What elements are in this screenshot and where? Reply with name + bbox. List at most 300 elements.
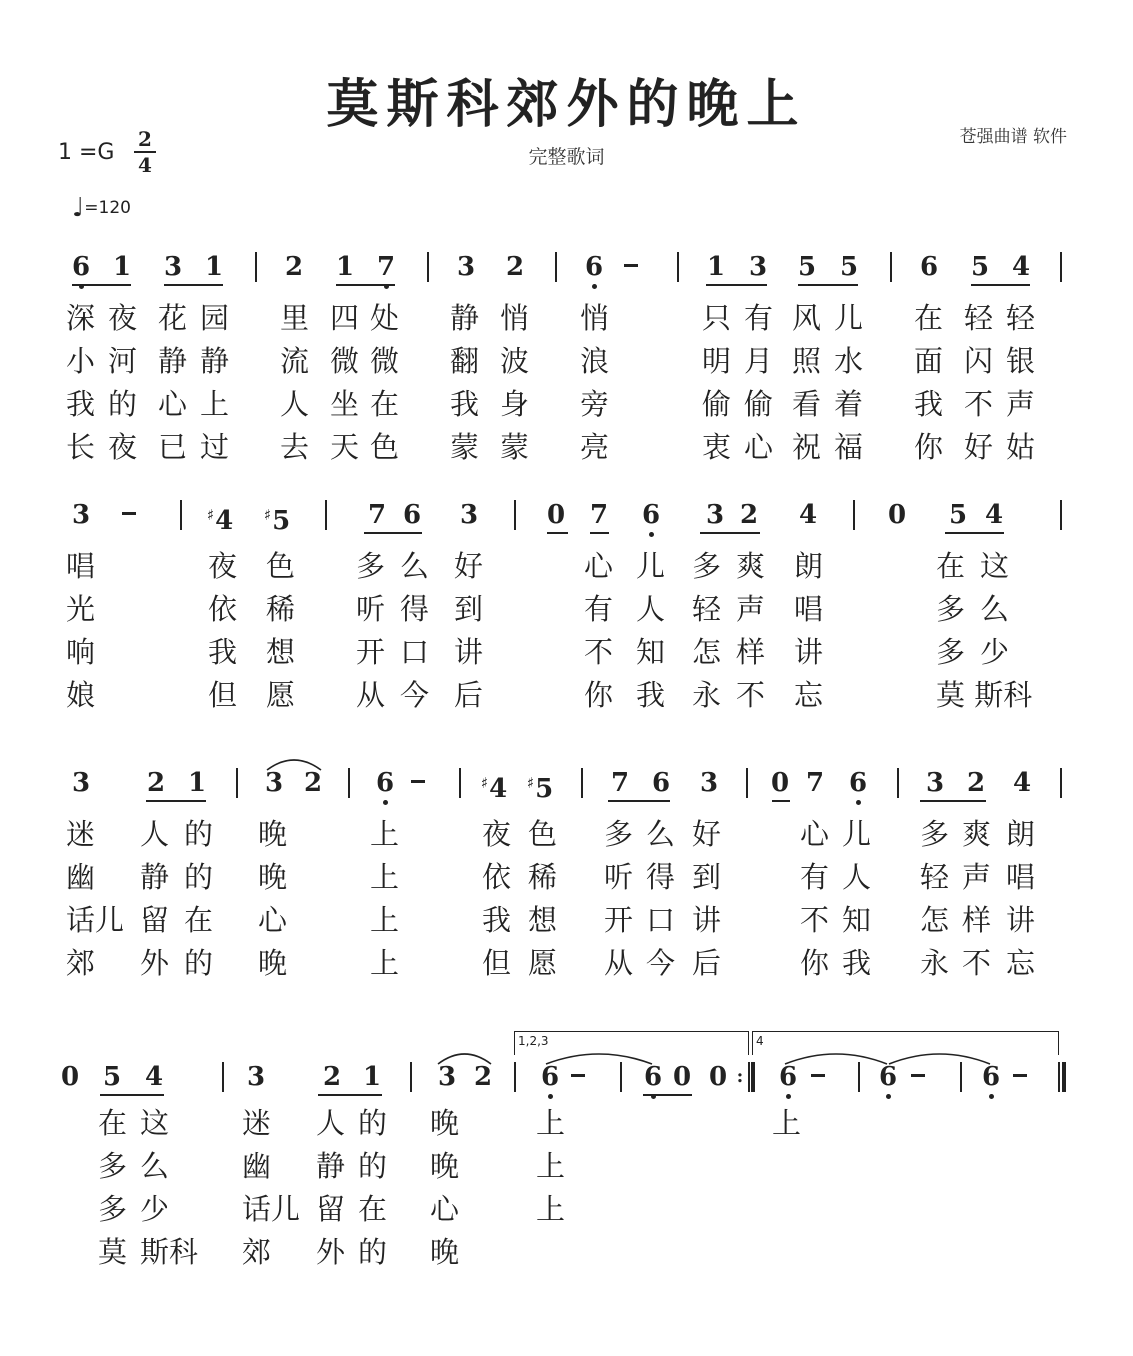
lyric-char: 留: [316, 1192, 346, 1226]
slur-arc: [784, 1048, 888, 1066]
lyric-char: 上: [772, 1106, 802, 1140]
slur-arc: [437, 1048, 492, 1066]
octave-dot-below: [649, 532, 654, 537]
lyric-char: 静: [316, 1149, 346, 1183]
lyric-char: 不: [800, 903, 830, 937]
lyric-char: 声: [736, 592, 766, 626]
lyric-char: 衷: [702, 430, 732, 464]
lyric-char: 明: [702, 344, 732, 378]
lyric-char: 我: [208, 635, 238, 669]
lyric-char: 讲: [692, 903, 722, 937]
lyric-char: 么: [980, 592, 1010, 626]
lyric-char: 爽: [736, 549, 766, 583]
time-signature-bottom: 4: [138, 153, 152, 177]
lyrics-subtitle: 完整歌词: [528, 146, 605, 168]
barline: [890, 252, 892, 282]
lyric-char: 娘: [66, 678, 96, 712]
barline: [180, 500, 182, 530]
lyric-char: 光: [66, 592, 96, 626]
barline: [459, 768, 461, 798]
barline: [677, 252, 679, 282]
beam: [945, 532, 1004, 534]
octave-dot-below: [548, 1094, 553, 1099]
lyric-char: 静: [200, 344, 230, 378]
lyric-char: 人: [140, 817, 170, 851]
lyric-char: 亮: [580, 430, 610, 464]
note: 3: [71, 500, 91, 530]
note: 4: [984, 500, 1004, 530]
lyric-char: 今: [400, 678, 430, 712]
lyric-char: 心: [158, 387, 188, 421]
note: 1: [204, 252, 224, 282]
lyric-char: 上: [370, 860, 400, 894]
lyric-char: 银: [1006, 344, 1036, 378]
lyric-char: 想: [266, 635, 296, 669]
final-barline-thick: [1062, 1062, 1066, 1092]
lyric-char: 心: [584, 549, 614, 583]
beam: [336, 284, 395, 286]
note: ♯4: [480, 774, 508, 804]
note: 5: [797, 252, 817, 282]
barline: [853, 500, 855, 530]
lyric-char: 处: [370, 301, 400, 335]
lyric-char: 天: [330, 430, 360, 464]
lyric-char: 偷: [702, 387, 732, 421]
lyric-char: 四: [330, 301, 360, 335]
lyric-char: 莫: [98, 1235, 128, 1269]
barline: [1060, 252, 1062, 282]
lyric-char: 依: [208, 592, 238, 626]
note: 0: [60, 1062, 80, 1092]
note: 3: [456, 252, 476, 282]
note: 7: [610, 768, 630, 798]
lyric-char: 人: [280, 387, 310, 421]
lyric-char: 轻: [692, 592, 722, 626]
note: 7: [371, 254, 401, 280]
lyric-char: 听: [604, 860, 634, 894]
lyric-char: 晚: [258, 946, 288, 980]
note: 0: [770, 768, 790, 798]
quarter-note-icon: ♩: [72, 193, 85, 223]
note: 5: [970, 252, 990, 282]
barline: [897, 768, 899, 798]
note: 3: [437, 1062, 457, 1092]
beam: [706, 284, 767, 286]
sharp-icon: ♯: [480, 774, 489, 792]
note: 3: [748, 252, 768, 282]
note: 6: [66, 254, 96, 280]
lyric-char: 忘: [1006, 946, 1036, 980]
beam: [971, 284, 1030, 286]
lyric-char: 在: [98, 1106, 128, 1140]
volta-bracket: [514, 1031, 515, 1055]
lyric-char: 不: [736, 678, 766, 712]
lyric-char: 河: [108, 344, 138, 378]
lyric-char: 你: [584, 678, 614, 712]
lyric-char: 不: [962, 946, 992, 980]
lyric-char: 色: [370, 430, 400, 464]
lyric-char: 偷: [744, 387, 774, 421]
lyric-char: 上: [370, 903, 400, 937]
lyric-char: 闪: [964, 344, 994, 378]
lyric-char: 园: [200, 301, 230, 335]
lyric-char: 儿: [842, 817, 872, 851]
lyric-char: 幽: [66, 860, 96, 894]
slur-arc: [545, 1048, 653, 1066]
lyric-char: 在: [914, 301, 944, 335]
tempo-value: =120: [84, 198, 131, 218]
note: 6: [535, 1064, 565, 1090]
volta-bracket: [514, 1031, 748, 1032]
barline: [514, 500, 516, 530]
note: 2: [473, 1062, 493, 1092]
note: 4: [1012, 768, 1032, 798]
lyric-char: 有: [584, 592, 614, 626]
lyric-char: 多: [936, 592, 966, 626]
lyric-char: 愿: [266, 678, 296, 712]
lyric-char: 的: [358, 1235, 388, 1269]
note: 5: [948, 500, 968, 530]
lyric-char: 风: [792, 301, 822, 335]
barline: [1060, 768, 1062, 798]
beam: [547, 532, 568, 534]
barline: [325, 500, 327, 530]
page-title: 莫斯科郊外的晚上: [326, 75, 807, 135]
note: 2: [966, 768, 986, 798]
lyric-char: 多: [356, 549, 386, 583]
lyric-char: 讲: [1006, 903, 1036, 937]
octave-dot-below: [592, 284, 597, 289]
note: 1: [362, 1062, 382, 1092]
rest-dash: [911, 1074, 925, 1077]
volta-bracket: [752, 1031, 753, 1055]
lyric-char: 从: [356, 678, 386, 712]
lyric-char: 么: [646, 817, 676, 851]
beam: [798, 284, 858, 286]
lyric-char: 流: [280, 344, 310, 378]
lyric-char: 身: [500, 387, 530, 421]
time-signature-top: 2: [138, 127, 152, 151]
lyric-char: 在: [184, 903, 214, 937]
lyric-char: 样: [962, 903, 992, 937]
lyric-char: 上: [536, 1192, 566, 1226]
note: 6: [638, 1064, 668, 1090]
lyric-char: 已: [158, 430, 188, 464]
lyric-char: 心: [800, 817, 830, 851]
barline: [858, 1062, 860, 1092]
lyric-char: 我: [450, 387, 480, 421]
beam: [920, 800, 986, 802]
lyric-char: 想: [528, 903, 558, 937]
lyric-char: 翻: [450, 344, 480, 378]
lyric-char: 静: [158, 344, 188, 378]
beam: [608, 800, 670, 802]
barline: [410, 1062, 412, 1092]
lyric-char: 晚: [430, 1149, 460, 1183]
lyric-char: 开: [356, 635, 386, 669]
lyric-char: 话儿: [66, 903, 125, 937]
lyric-char: 微: [370, 344, 400, 378]
lyric-char: 后: [692, 946, 722, 980]
beam: [164, 284, 223, 286]
lyric-char: 我: [842, 946, 872, 980]
volta-bracket: [1058, 1031, 1059, 1055]
lyric-char: 从: [604, 946, 634, 980]
sharp-icon: ♯: [526, 774, 535, 792]
lyric-char: 上: [536, 1149, 566, 1183]
sharp-icon: ♯: [206, 506, 215, 524]
lyric-char: 响: [66, 635, 96, 669]
lyric-char: 这: [980, 549, 1010, 583]
note: 3: [71, 768, 91, 798]
note: 3: [699, 768, 719, 798]
lyric-char: 唱: [66, 549, 96, 583]
final-barline: [1058, 1062, 1060, 1092]
lyric-char: 花: [158, 301, 188, 335]
rest-dash: [122, 512, 136, 515]
lyric-char: 永: [692, 678, 722, 712]
lyric-char: 怎: [920, 903, 950, 937]
lyric-char: 儿: [834, 301, 864, 335]
lyric-char: 的: [184, 860, 214, 894]
lyric-char: 上: [536, 1106, 566, 1140]
lyric-char: 长: [66, 430, 96, 464]
lyric-char: 不: [584, 635, 614, 669]
volta-first: 1,2,3: [518, 1034, 549, 1048]
lyric-char: 听: [356, 592, 386, 626]
lyric-char: 着: [834, 387, 864, 421]
lyric-char: 人: [316, 1106, 346, 1140]
beam: [590, 532, 609, 534]
note: 2: [146, 768, 166, 798]
note: 0: [887, 500, 907, 530]
lyric-char: 迷: [242, 1106, 272, 1140]
note: 2: [322, 1062, 342, 1092]
lyric-char: 外: [140, 946, 170, 980]
lyric-char: 静: [450, 301, 480, 335]
note: 0: [546, 500, 566, 530]
lyric-char: 么: [140, 1149, 170, 1183]
note: 2: [284, 252, 304, 282]
lyric-char: 轻: [964, 301, 994, 335]
lyric-char: 看: [792, 387, 822, 421]
barline: [236, 768, 238, 798]
lyric-char: 微: [330, 344, 360, 378]
lyric-char: 我: [636, 678, 666, 712]
note: ♯4: [206, 506, 234, 536]
lyric-char: 多: [936, 635, 966, 669]
lyric-char: 心: [258, 903, 288, 937]
rest-dash: [624, 264, 638, 267]
lyric-char: 唱: [794, 592, 824, 626]
lyric-char: 悄: [500, 301, 530, 335]
lyric-char: 好: [692, 817, 722, 851]
lyric-char: 晚: [430, 1106, 460, 1140]
lyric-char: 唱: [1006, 860, 1036, 894]
lyric-char: 朗: [1006, 817, 1036, 851]
note: 2: [505, 252, 525, 282]
rest-dash: [411, 780, 425, 783]
note: 2: [739, 500, 759, 530]
lyric-char: 夜: [208, 549, 238, 583]
lyric-char: 人: [842, 860, 872, 894]
key-signature: 1 =G: [58, 140, 115, 165]
lyric-char: 爽: [962, 817, 992, 851]
lyric-char: 的: [358, 1106, 388, 1140]
note: 3: [705, 500, 725, 530]
barline: [960, 1062, 962, 1092]
note: 6: [636, 502, 666, 528]
lyric-char: 话儿: [242, 1192, 301, 1226]
note: 6: [402, 500, 422, 530]
lyric-char: 但: [208, 678, 238, 712]
time-signature: [134, 128, 156, 176]
lyric-char: 愿: [528, 946, 558, 980]
lyric-char: 小: [66, 344, 96, 378]
note: 7: [367, 500, 387, 530]
lyric-char: 色: [266, 549, 296, 583]
barline: [348, 768, 350, 798]
note: 5: [839, 252, 859, 282]
lyric-char: 怎: [692, 635, 722, 669]
lyric-char: 讲: [454, 635, 484, 669]
lyric-char: 依: [482, 860, 512, 894]
lyric-char: 有: [800, 860, 830, 894]
note: 3: [246, 1062, 266, 1092]
note: ♯5: [263, 506, 291, 536]
lyric-char: 少: [140, 1192, 170, 1226]
note: 4: [1011, 252, 1031, 282]
lyric-char: 水: [834, 344, 864, 378]
beam: [146, 800, 206, 802]
lyric-char: 人: [636, 592, 666, 626]
lyric-char: 姑: [1006, 430, 1036, 464]
lyric-char: 的: [108, 387, 138, 421]
lyric-char: 在: [358, 1192, 388, 1226]
lyric-char: 朗: [794, 549, 824, 583]
octave-dot-below: [989, 1094, 994, 1099]
lyric-char: 波: [500, 344, 530, 378]
lyric-char: 多: [692, 549, 722, 583]
note: 1: [112, 252, 132, 282]
lyric-char: 多: [604, 817, 634, 851]
lyric-char: 样: [736, 635, 766, 669]
note: 3: [925, 768, 945, 798]
beam: [700, 532, 760, 534]
lyric-char: 心: [744, 430, 774, 464]
note: 2: [303, 768, 323, 798]
sharp-icon: ♯: [263, 506, 272, 524]
note: 7: [589, 500, 609, 530]
lyric-char: 我: [66, 387, 96, 421]
barline: [1060, 500, 1062, 530]
lyric-char: 的: [184, 946, 214, 980]
slur-arc: [266, 754, 322, 772]
lyric-char: 知: [636, 635, 666, 669]
note: 4: [144, 1062, 164, 1092]
note: 0: [708, 1062, 728, 1092]
beam: [364, 532, 422, 534]
slur-arc: [888, 1048, 991, 1066]
lyric-char: 留: [140, 903, 170, 937]
rest-dash: [1013, 1074, 1027, 1077]
note: 0: [672, 1062, 692, 1092]
lyric-char: 后: [454, 678, 484, 712]
barline: [427, 252, 429, 282]
lyric-char: 福: [834, 430, 864, 464]
lyric-char: 有: [744, 301, 774, 335]
note: 6: [651, 768, 671, 798]
beam: [772, 800, 790, 802]
lyric-char: 上: [370, 817, 400, 851]
lyric-char: 郊: [242, 1235, 272, 1269]
repeat-dots: :: [736, 1066, 744, 1087]
note: 1: [706, 252, 726, 282]
volta-bracket: [752, 1031, 1058, 1032]
lyric-char: 我: [914, 387, 944, 421]
lyric-char: 郊: [66, 946, 96, 980]
lyric-char: 轻: [1006, 301, 1036, 335]
note: 1: [335, 252, 355, 282]
lyric-char: 上: [200, 387, 230, 421]
lyric-char: 开: [604, 903, 634, 937]
lyric-char: 蒙: [450, 430, 480, 464]
lyric-char: 永: [920, 946, 950, 980]
lyric-char: 到: [692, 860, 722, 894]
lyric-char: 知: [842, 903, 872, 937]
barline: [746, 768, 748, 798]
lyric-char: 你: [800, 946, 830, 980]
lyric-char: 儿: [636, 549, 666, 583]
beam: [100, 1094, 164, 1096]
lyric-char: 到: [454, 592, 484, 626]
lyric-char: 只: [702, 301, 732, 335]
software-credit: 苍强曲谱 软件: [959, 127, 1067, 147]
lyric-char: 坐: [330, 387, 360, 421]
lyric-char: 稀: [266, 592, 296, 626]
note: 6: [370, 770, 400, 796]
note: 6: [773, 1064, 803, 1090]
lyric-char: 声: [1006, 387, 1036, 421]
lyric-char: 讲: [794, 635, 824, 669]
rest-dash: [811, 1074, 825, 1077]
lyric-char: 忘: [794, 678, 824, 712]
lyric-char: 在: [370, 387, 400, 421]
lyric-char: 晚: [258, 817, 288, 851]
note: 6: [919, 252, 939, 282]
lyric-char: 莫 斯科: [936, 678, 1033, 712]
lyric-char: 祝: [792, 430, 822, 464]
lyric-char: 照: [792, 344, 822, 378]
lyric-char: 多: [98, 1149, 128, 1183]
lyric-char: 声: [962, 860, 992, 894]
lyric-char: 浪: [580, 344, 610, 378]
lyric-char: 你: [914, 430, 944, 464]
volta-second: 4: [756, 1034, 764, 1048]
barline: [514, 1062, 516, 1092]
beam: [643, 1094, 692, 1096]
note: 6: [976, 1064, 1006, 1090]
lyric-char: 今: [646, 946, 676, 980]
rest-dash: [571, 1074, 585, 1077]
note: 4: [798, 500, 818, 530]
note: 1: [187, 768, 207, 798]
lyric-char: 色: [528, 817, 558, 851]
lyric-char: 得: [646, 860, 676, 894]
beam: [72, 284, 131, 286]
note: 3: [163, 252, 183, 282]
lyric-char: 夜: [482, 817, 512, 851]
